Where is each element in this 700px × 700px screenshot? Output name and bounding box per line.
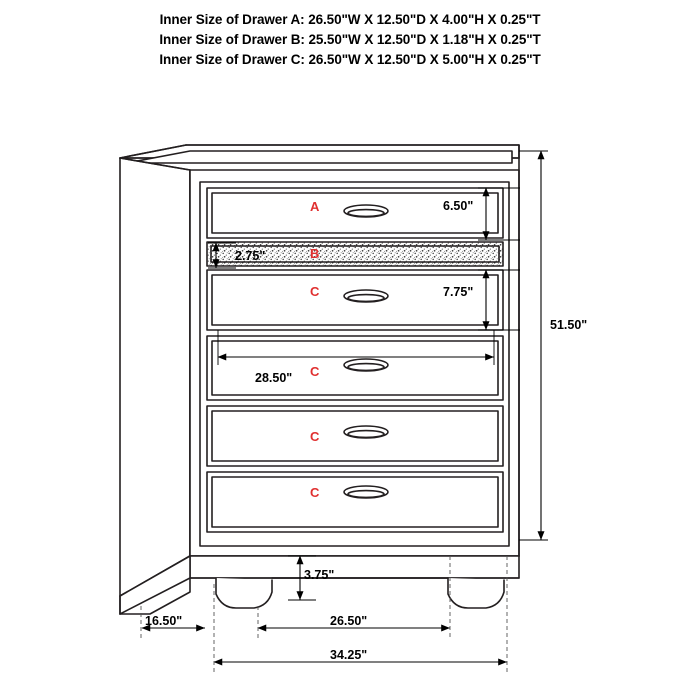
drawer-letter-c1: C xyxy=(310,284,320,299)
spec-line-drawer-a: Inner Size of Drawer A: 26.50"W X 12.50"D X 4.00"H X 0.25"T xyxy=(159,12,541,27)
spec-line-drawer-b: Inner Size of Drawer B: 25.50"W X 12.50"D X 1.18"H X 0.25"T xyxy=(159,32,541,47)
drawer-letter-c3: C xyxy=(310,429,320,444)
dim-leg-height: 3.75" xyxy=(304,568,335,582)
dim-drawer-inner-width: 28.50" xyxy=(255,371,293,385)
dim-drawer-a-height: 6.50" xyxy=(443,199,474,213)
drawer-letter-c4: C xyxy=(310,485,320,500)
dim-overall-width: 34.25" xyxy=(330,648,368,662)
dim-total-height: 51.50" xyxy=(550,318,588,332)
dim-drawer-c-height: 7.75" xyxy=(443,285,474,299)
drawer-letter-c2: C xyxy=(310,364,320,379)
dim-drawer-b-height: 2.75" xyxy=(235,249,266,263)
spec-line-drawer-c: Inner Size of Drawer C: 26.50"W X 12.50"D X 5.00"H X 0.25"T xyxy=(159,52,541,67)
drawer-letter-b: B xyxy=(310,246,320,261)
drawer-letter-a: A xyxy=(310,199,320,214)
dim-front-width: 26.50" xyxy=(330,614,368,628)
dim-side-depth: 16.50" xyxy=(145,614,183,628)
